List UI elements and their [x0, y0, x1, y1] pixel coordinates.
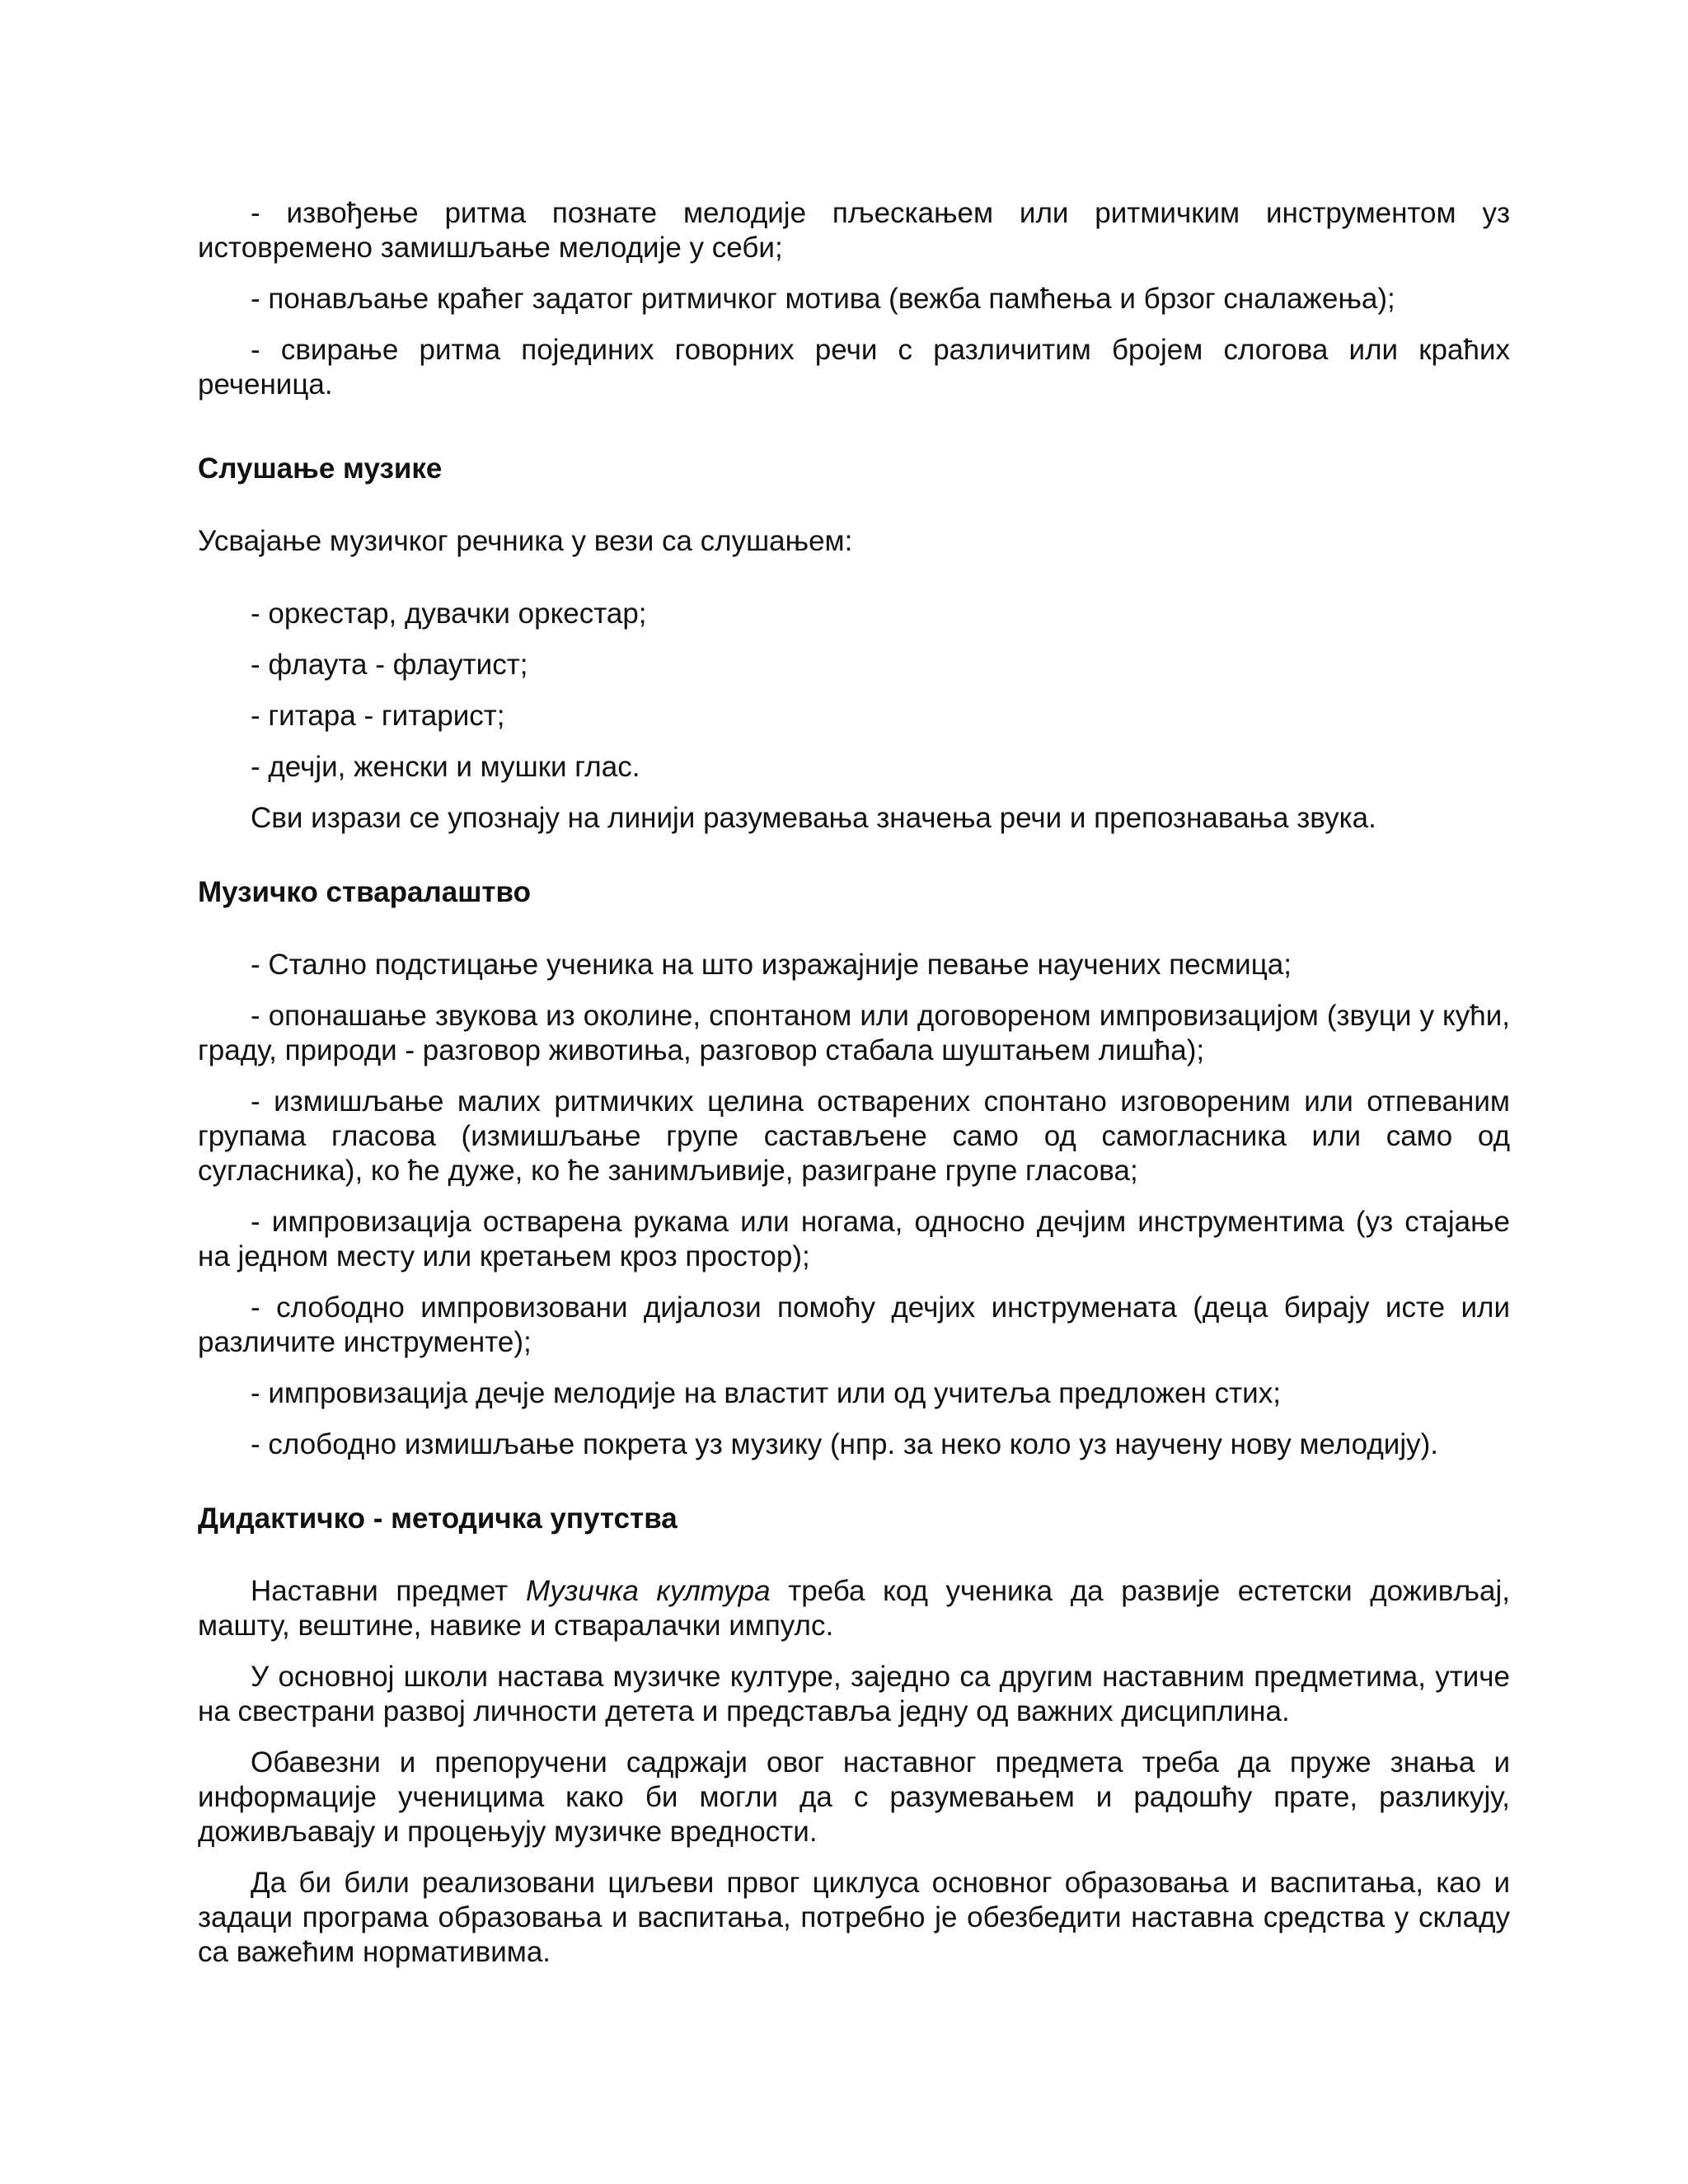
- list-item: - импровизација остварена рукама или ногама, односно дечјим инструментима (уз стајање на једном месту или кретањем кроз простор);: [198, 1206, 1510, 1272]
- section-heading-listening: Слушање музике: [198, 452, 443, 485]
- section-heading-didactic: Дидактичко - методичка упутства: [198, 1502, 678, 1535]
- listening-intro: Усвајање музичког речника у вези са слушањем:: [198, 525, 853, 557]
- list-item: - флаута - флаутист;: [251, 649, 528, 681]
- list-item: - импровизација дечје мелодије на властит или од учитеља предложен стих;: [251, 1377, 1281, 1409]
- list-item: - гитара - гитарист;: [251, 700, 505, 732]
- didactic-text: Наставни предмет: [251, 1575, 526, 1607]
- didactic-text: треба код ученика да развије естетски доживљај, машту, вештине, навике и стваралачки импулс.: [198, 1575, 1510, 1642]
- didactic-paragraph: Да би били реализовани циљеви првог циклуса основног образовања и васпитања, као и задаци програма образовања и васпитања, потребно је обезбедити наставна средства у складу са важећим нормативима.: [198, 1867, 1510, 1968]
- document-body: [198, 196, 1510, 1986]
- didactic-paragraph: У основној школи настава музичке културе, заједно са другим наставним предметима, утиче на свестрани развој личности детета и представља једну од важних дисциплина.: [198, 1661, 1510, 1727]
- list-item: - Стално подстицање ученика на што изражајније певање научених песмица;: [251, 949, 1292, 981]
- listening-list: [198, 597, 1510, 785]
- list-item: - дечји, женски и мушки глас.: [251, 751, 640, 783]
- rhythm-item: - свирање ритма појединих говорних речи с различитим бројем слогова или краћих реченица.: [198, 334, 1510, 401]
- subject-name: Музичка култура: [525, 1575, 771, 1607]
- list-item: - слободно импровизовани дијалози помоћу дечјих инструмената (деца бирају исте или различите инструменте);: [198, 1291, 1510, 1358]
- rhythm-item: - понављање краћег задатог ритмичког мотива (вежба памћења и брзог сналажења);: [251, 283, 1395, 315]
- list-item: - опонашање звукова из околине, спонтаном или договореном импровизацијом (звуци у кући, граду, природи - разговор животиња, разговор стабала шуштањем лишћа);: [198, 1000, 1510, 1066]
- rhythm-item: - извођење ритма познате мелодије пљескањем или ритмичким инструментом уз истовремено замишљање мелодије у себи;: [198, 197, 1510, 264]
- didactic-paragraph: [198, 1574, 1510, 1643]
- list-item: - измишљање малих ритмичких целина остварених спонтано изговореним или отпеваним групама гласова (измишљање групе састављене само од самогласника или само од сугласника), ко ће дуже, ко ће занимљивије, разигране групе гласова;: [198, 1085, 1510, 1187]
- section-heading-creativity: Музичко стваралаштво: [198, 876, 531, 908]
- creativity-list: [198, 948, 1510, 1462]
- didactic-paragraph: Обавезни и препоручени садржаји овог наставног предмета треба да пруже знања и информације ученицима како би могли да с разумевањем и радошћу прате, разликују, доживљавају и процењују музичке вредности.: [198, 1746, 1510, 1848]
- list-item: - оркестар, дувачки оркестар;: [251, 598, 647, 630]
- listening-note: Сви изрази се упознају на линији разумевања значења речи и препознавања звука.: [251, 802, 1376, 834]
- list-item: - слободно измишљање покрета уз музику (нпр. за неко коло уз научену нову мелодију).: [251, 1428, 1438, 1460]
